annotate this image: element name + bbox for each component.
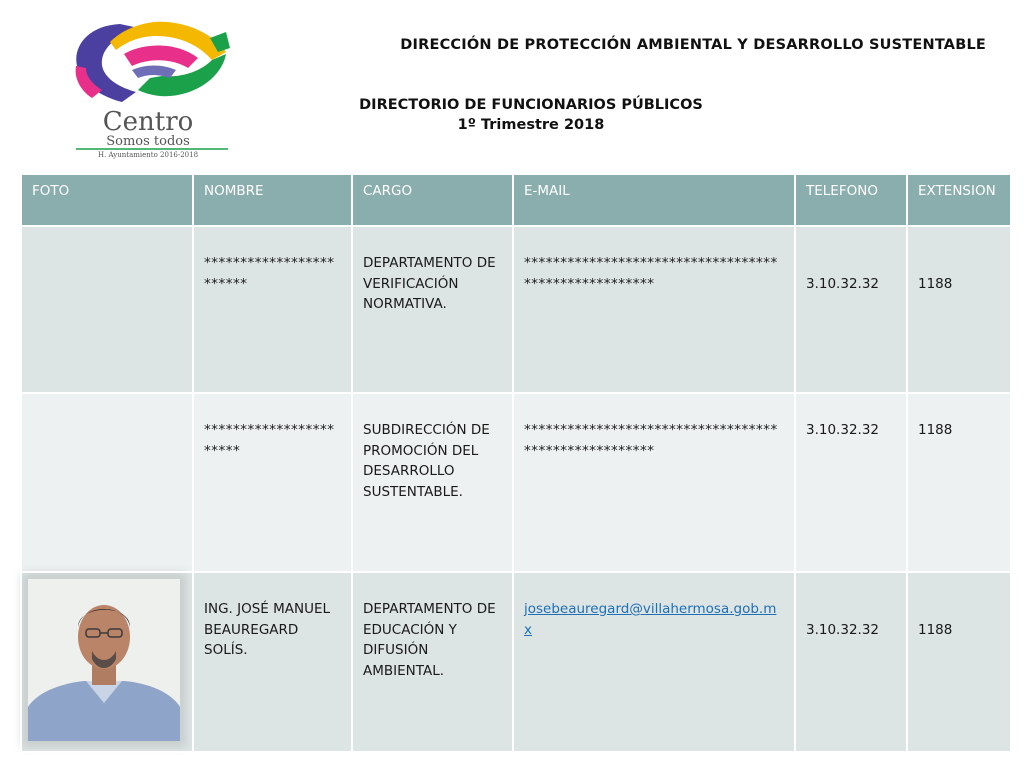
- table-row: [21, 572, 1011, 752]
- nombre-cell: ************************: [193, 226, 352, 393]
- logo-text-main: Centro: [102, 107, 194, 137]
- official-photo: [28, 579, 180, 741]
- email-cell: *****************************************************: [513, 393, 795, 572]
- nombre-cell: ***********************: [193, 393, 352, 572]
- email-link[interactable]: josebeauregard@villahermosa.gob.mx: [524, 601, 777, 638]
- column-header-foto: FOTO: [21, 174, 193, 226]
- cargo-cell: SUBDIRECCIÓN DE PROMOCIÓN DEL DESARROLLO SUSTENTABLE.: [352, 393, 513, 572]
- logo-text-small: H. Ayuntamiento 2016-2018: [97, 151, 199, 159]
- extension-cell: 1188: [907, 393, 1011, 572]
- column-header-extension: EXTENSION: [907, 174, 1011, 226]
- department-title: DIRECCIÓN DE PROTECCIÓN AMBIENTAL Y DESARROLLO SUSTENTABLE: [400, 37, 986, 53]
- email-cell: *****************************************************: [513, 226, 795, 393]
- extension-cell: 1188: [907, 226, 1011, 393]
- centro-logo: [62, 18, 234, 160]
- foto-cell-empty: [21, 393, 193, 572]
- directory-period: 1º Trimestre 2018: [457, 117, 605, 133]
- logo-text-sub: Somos todos: [106, 134, 190, 149]
- nombre-cell: ING. JOSÉ MANUEL BEAUREGARD SOLÍS.: [193, 572, 352, 752]
- telefono-cell: 3.10.32.32: [795, 226, 907, 393]
- table-header-row: [21, 174, 1011, 226]
- telefono-cell: 3.10.32.32: [795, 572, 907, 752]
- cargo-cell: DEPARTAMENTO DE VERIFICACIÓN NORMATIVA.: [352, 226, 513, 393]
- directory-title: DIRECTORIO DE FUNCIONARIOS PÚBLICOS: [359, 97, 703, 113]
- column-header-telefono: TELEFONO: [795, 174, 907, 226]
- column-header-nombre: NOMBRE: [193, 174, 352, 226]
- extension-cell: 1188: [907, 572, 1011, 752]
- cargo-cell: DEPARTAMENTO DE EDUCACIÓN Y DIFUSIÓN AMBIENTAL.: [352, 572, 513, 752]
- foto-cell-empty: [21, 226, 193, 393]
- column-header-cargo: CARGO: [352, 174, 513, 226]
- telefono-cell: 3.10.32.32: [795, 393, 907, 572]
- foto-cell: [21, 572, 193, 752]
- column-header-email: E-MAIL: [513, 174, 795, 226]
- email-cell: [513, 572, 795, 752]
- table-row: [21, 393, 1011, 572]
- table-row: [21, 226, 1011, 393]
- officials-table: [20, 173, 1012, 753]
